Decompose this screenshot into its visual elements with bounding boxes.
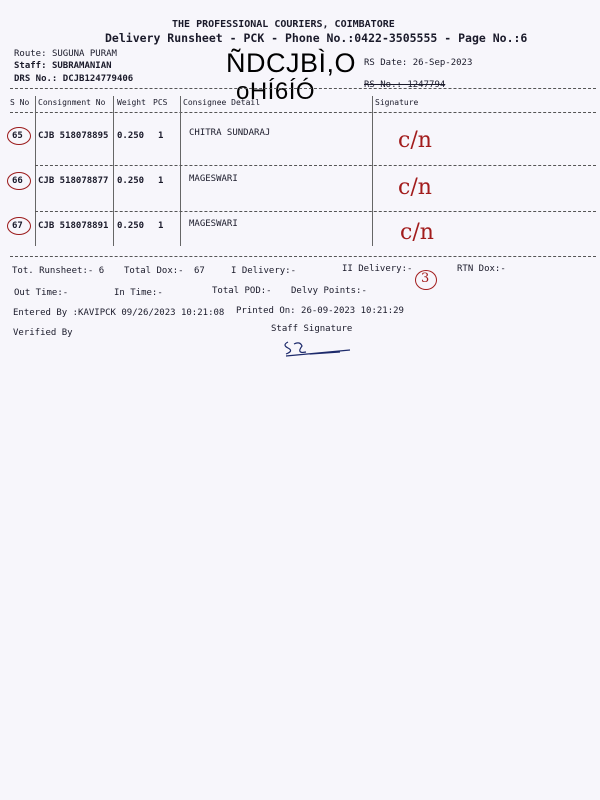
handwritten-signature: c/n bbox=[398, 128, 432, 153]
col-header-consignment: Consignment No bbox=[38, 98, 106, 107]
col-header-signature: Signature bbox=[375, 98, 419, 107]
i-delivery: I Delivery:- bbox=[231, 266, 297, 276]
runsheet-subtitle: Delivery Runsheet - PCK - Phone No.:0422-3505555 - Page No.:6 bbox=[105, 31, 528, 45]
total-dox-value: 67 bbox=[194, 266, 205, 276]
divider bbox=[10, 112, 596, 113]
row-consignee: MAGESWARI bbox=[189, 174, 238, 184]
divider bbox=[10, 256, 596, 257]
barcode-line-1: ÑDCJBÌ,O bbox=[226, 48, 357, 78]
row-pcs: 1 bbox=[158, 131, 164, 141]
ii-delivery-handwritten-count: 3 bbox=[421, 271, 430, 286]
out-time: Out Time:- bbox=[14, 288, 69, 298]
tot-runsheet: Tot. Runsheet:- 6 bbox=[12, 266, 105, 276]
entered-by: Entered By :KAVIPCK 09/26/2023 10:21:08 bbox=[13, 308, 225, 318]
row-pcs: 1 bbox=[158, 176, 164, 186]
col-header-pcs: PCS bbox=[153, 98, 168, 107]
printed-on: Printed On: 26-09-2023 10:21:29 bbox=[236, 306, 404, 316]
row-consignee: CHITRA SUNDARAJ bbox=[189, 128, 271, 138]
row-sno: 65 bbox=[12, 131, 23, 141]
col-header-weight: Weight bbox=[117, 98, 146, 107]
column-line bbox=[113, 96, 114, 246]
ii-delivery: II Delivery:- bbox=[342, 264, 413, 274]
in-time: In Time:- bbox=[114, 288, 163, 298]
route-label: Route: bbox=[14, 49, 47, 59]
drs-row bbox=[14, 74, 133, 84]
handwritten-signature: c/n bbox=[398, 175, 432, 200]
staff-signature-label: Staff Signature bbox=[271, 324, 353, 334]
route-value: SUGUNA PURAM bbox=[51, 49, 117, 59]
row-weight: 0.250 bbox=[117, 131, 145, 141]
total-dox-label: Total Dox:- bbox=[124, 266, 184, 276]
staff-label: Staff: bbox=[14, 61, 47, 71]
column-line bbox=[372, 96, 373, 246]
barcode-line-2: oHÍ6ÍÓ bbox=[236, 78, 316, 105]
delvy-points: Delvy Points:- bbox=[291, 286, 367, 296]
row-sno: 66 bbox=[12, 176, 23, 186]
row-divider bbox=[35, 211, 596, 212]
row-weight: 0.250 bbox=[117, 221, 145, 231]
staff-value: SUBRAMANIAN bbox=[51, 61, 112, 71]
col-header-sno: S No bbox=[10, 98, 30, 107]
row-consignment: CJB 518078895 bbox=[38, 131, 109, 141]
row-sno: 67 bbox=[12, 221, 23, 231]
divider bbox=[10, 88, 596, 89]
col-header-consignee: Consignee Detail bbox=[183, 98, 261, 107]
row-consignment: CJB 518078891 bbox=[38, 221, 109, 231]
rtn-dox: RTN Dox:- bbox=[457, 264, 506, 274]
row-consignee: MAGESWARI bbox=[189, 219, 238, 229]
route-row bbox=[14, 49, 117, 59]
column-line bbox=[35, 96, 36, 246]
rs-date: RS Date: 26-Sep-2023 bbox=[364, 58, 473, 68]
staff-row bbox=[14, 61, 112, 71]
drs-value: DCJB124779406 bbox=[62, 74, 134, 84]
staff-signature-scribble bbox=[280, 336, 370, 360]
drs-label: DRS No.: bbox=[14, 74, 58, 84]
handwritten-signature: c/n bbox=[400, 220, 434, 245]
company-title: THE PROFESSIONAL COURIERS, COIMBATORE bbox=[172, 19, 395, 30]
row-consignment: CJB 518078877 bbox=[38, 176, 109, 186]
row-pcs: 1 bbox=[158, 221, 164, 231]
column-line bbox=[180, 96, 181, 246]
verified-by: Verified By bbox=[13, 328, 73, 338]
row-divider bbox=[35, 165, 596, 166]
row-weight: 0.250 bbox=[117, 176, 145, 186]
total-pod: Total POD:- bbox=[212, 286, 272, 296]
rs-no: RS No.: 1247794 bbox=[364, 80, 446, 90]
